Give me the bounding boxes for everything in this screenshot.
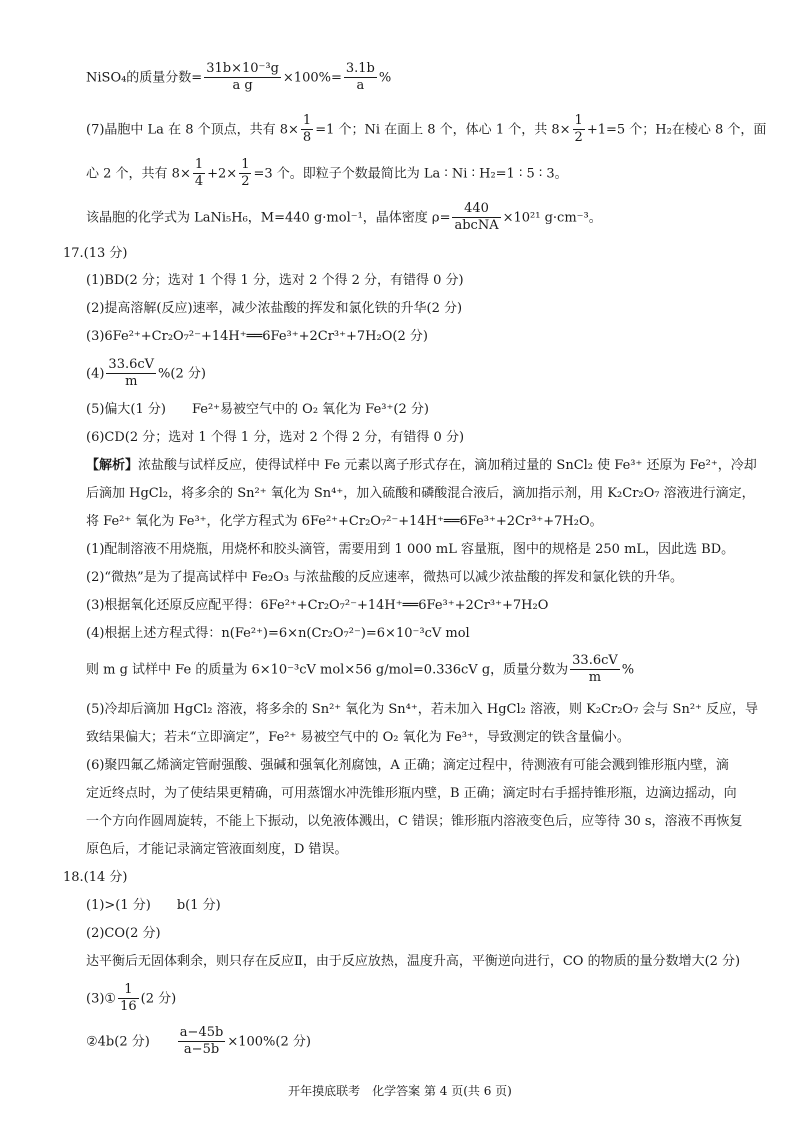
denominator: 16 xyxy=(120,999,137,1015)
numerator: 1 xyxy=(573,114,585,130)
q17-answer-6: (6)CD(2 分；选对 1 个得 1 分，选对 2 个得 2 分，有错得 0 分) xyxy=(86,430,465,445)
numerator: 440 xyxy=(452,202,500,218)
page-footer: 开年摸底联考 化学答案 第 4 页(共 6 页) xyxy=(288,1084,512,1098)
text: %(2 分) xyxy=(158,366,206,382)
fraction xyxy=(204,62,281,94)
denominator: 2 xyxy=(241,174,250,190)
q18-answer-4 xyxy=(86,1026,311,1058)
numerator: 1 xyxy=(118,983,139,999)
q17-explain-4b xyxy=(86,654,634,686)
denominator: m xyxy=(125,374,138,390)
text: % xyxy=(378,70,392,86)
q17-explain-5b: 致结果偏大；若未“立即滴定”，Fe²⁺ 易被空气中的 O₂ 氧化为 Fe³⁺，导致测定的铁含量偏小。 xyxy=(86,730,630,745)
numerator: 1 xyxy=(239,158,251,174)
text: (4) xyxy=(86,366,105,382)
q17-explain-6d: 原色后，才能记录滴定管液面刻度，D 错误。 xyxy=(86,842,348,857)
fraction xyxy=(106,358,156,390)
q17-analysis-line-3: 将 Fe²⁺ 氧化为 Fe³⁺，化学方程式为 6Fe²⁺+Cr₂O₇²⁻+14H⁺══6Fe³⁺+2Cr³⁺+7H₂O。 xyxy=(86,514,603,529)
q17-explain-1: (1)配制溶液不用烧瓶，用烧杯和胶头滴管，需要用到 1 000 mL 容量瓶，图中的规格是 250 mL，因此选 BD。 xyxy=(86,542,735,557)
q17-explain-5a: (5)冷却后滴加 HgCl₂ 溶液，将多余的 Sn²⁺ 氧化为 Sn⁴⁺，若未加入 HgCl₂ 溶液，则 K₂Cr₂O₇ 会与 Sn²⁺ 反应，导 xyxy=(86,702,759,717)
text: (7)晶胞中 La 在 8 个顶点，共有 8× xyxy=(86,122,299,138)
q17-answer-5: (5)偏大(1 分) Fe²⁺易被空气中的 O₂ 氧化为 Fe³⁺(2 分) xyxy=(86,402,429,417)
crystal-density-line xyxy=(86,202,602,234)
numerator: 31b×10⁻³g xyxy=(204,62,281,78)
q17-answer-2: (2)提高溶解(反应)速率，减少浓盐酸的挥发和氯化铁的升华(2 分) xyxy=(86,301,463,316)
text: 浓盐酸与试样反应，使得试样中 Fe 元素以离子形式存在，滴加稍过量的 SnCl₂ 使 Fe³⁺ 还原为 Fe²⁺，冷却 xyxy=(138,458,757,473)
q17-answer-3: (3)6Fe²⁺+Cr₂O₇²⁻+14H⁺══6Fe³⁺+2Cr³⁺+7H₂O(2 分) xyxy=(86,329,428,344)
q17-header: 17.(13 分) xyxy=(63,246,128,261)
numerator: 1 xyxy=(301,114,313,130)
cell-count-line-1 xyxy=(86,114,766,146)
text: % xyxy=(621,662,635,678)
fraction xyxy=(239,158,251,190)
text: +1=5 个；H₂在棱心 8 个，面 xyxy=(586,122,767,138)
q17-explain-6a: (6)聚四氟乙烯滴定管耐强酸、强碱和强氧化剂腐蚀，A 正确；滴定过程中，待测液有可能会溅到锥形瓶内壁，滴 xyxy=(86,758,729,773)
q17-explain-6b: 定近终点时，为了使结果更精确，可用蒸馏水冲洗锥形瓶内壁，B 正确；滴定时右手摇持锥形瓶，边滴边摇动，向 xyxy=(86,786,737,801)
q18-answer-3 xyxy=(86,983,176,1015)
fraction xyxy=(452,202,500,234)
analysis-tag: 【解析】 xyxy=(86,458,139,473)
fraction xyxy=(193,158,205,190)
text: NiSO₄的质量分数= xyxy=(86,70,203,86)
numerator: a−45b xyxy=(178,1026,226,1042)
q17-explain-2: (2)“微热”是为了提高试样中 Fe₂O₃ 与浓盐酸的反应速率，微热可以减少浓盐酸的挥发和氯化铁的升华。 xyxy=(86,570,684,585)
q17-explain-4: (4)根据上述方程式得：n(Fe²⁺)=6×n(Cr₂O₇²⁻)=6×10⁻³cV mol xyxy=(86,626,470,641)
q17-analysis-line-2: 后滴加 HgCl₂，将多余的 Sn²⁺ 氧化为 Sn⁴⁺，加入硫酸和磷酸混合液后，滴加指示剂，用 K₂Cr₂O₇ 溶液进行滴定， xyxy=(86,486,755,501)
fraction xyxy=(178,1026,226,1058)
numerator: 33.6cV xyxy=(106,358,156,374)
text: 则 m g 试样中 Fe 的质量为 6×10⁻³cV mol×56 g/mol=0.336cV g，质量分数为 xyxy=(86,662,569,678)
q17-answer-1: (1)BD(2 分；选对 1 个得 1 分，选对 2 个得 2 分，有错得 0 分) xyxy=(86,273,464,288)
q18-header: 18.(14 分) xyxy=(63,870,128,885)
q17-explain-3: (3)根据氧化还原反应配平得：6Fe²⁺+Cr₂O₇²⁻+14H⁺══6Fe³⁺+2Cr³⁺+7H₂O xyxy=(86,598,549,613)
fraction xyxy=(570,654,620,686)
denominator: m xyxy=(588,670,602,686)
niso4-mass-fraction-line xyxy=(86,62,391,94)
denominator: 2 xyxy=(574,130,583,146)
q17-answer-4 xyxy=(86,358,206,390)
denominator: a g xyxy=(232,78,253,94)
denominator: 4 xyxy=(194,174,204,190)
fraction xyxy=(118,983,139,1015)
numerator: 3.1b xyxy=(344,62,377,78)
text: =3 个。即粒子个数最简比为 La ∶ Ni ∶ H₂=1 ∶ 5 ∶ 3。 xyxy=(253,166,568,182)
denominator: 8 xyxy=(302,130,312,146)
text: (2 分) xyxy=(140,991,177,1007)
text: +2× xyxy=(207,166,238,182)
fraction xyxy=(301,114,313,146)
text: (3)① xyxy=(86,991,117,1007)
q17-explain-6c: 一个方向作圆周旋转，不能上下振动，以免液体溅出，C 错误；锥形瓶内溶液变色后，应等待 30 s，溶液不再恢复 xyxy=(86,814,743,829)
text: =1 个；Ni 在面上 8 个，体心 1 个，共 8× xyxy=(315,122,571,138)
text: ×100%= xyxy=(282,70,342,86)
text: 心 2 个，共有 8× xyxy=(86,166,191,182)
text: 该晶胞的化学式为 LaNi₅H₆，M=440 g·mol⁻¹，晶体密度 ρ= xyxy=(86,210,451,226)
q18-answer-1: (1)>(1 分) b(1 分) xyxy=(86,898,221,913)
cell-count-line-2 xyxy=(86,158,568,190)
fraction xyxy=(344,62,377,94)
denominator: a xyxy=(356,78,365,94)
text: ×10²¹ g·cm⁻³。 xyxy=(502,210,602,226)
text: ×100%(2 分) xyxy=(227,1034,311,1050)
numerator: 33.6cV xyxy=(570,654,620,670)
fraction xyxy=(573,114,585,146)
denominator: a−5b xyxy=(183,1042,220,1058)
q18-answer-2b: 达平衡后无固体剩余，则只存在反应Ⅱ，由于反应放热，温度升高，平衡逆向进行，CO 的物质的量分数增大(2 分) xyxy=(86,954,741,969)
numerator: 1 xyxy=(193,158,205,174)
text: ②4b(2 分) xyxy=(86,1034,176,1050)
q17-analysis-line-1 xyxy=(86,459,757,474)
q18-answer-2: (2)CO(2 分) xyxy=(86,926,161,941)
denominator: abcNA xyxy=(454,218,499,234)
